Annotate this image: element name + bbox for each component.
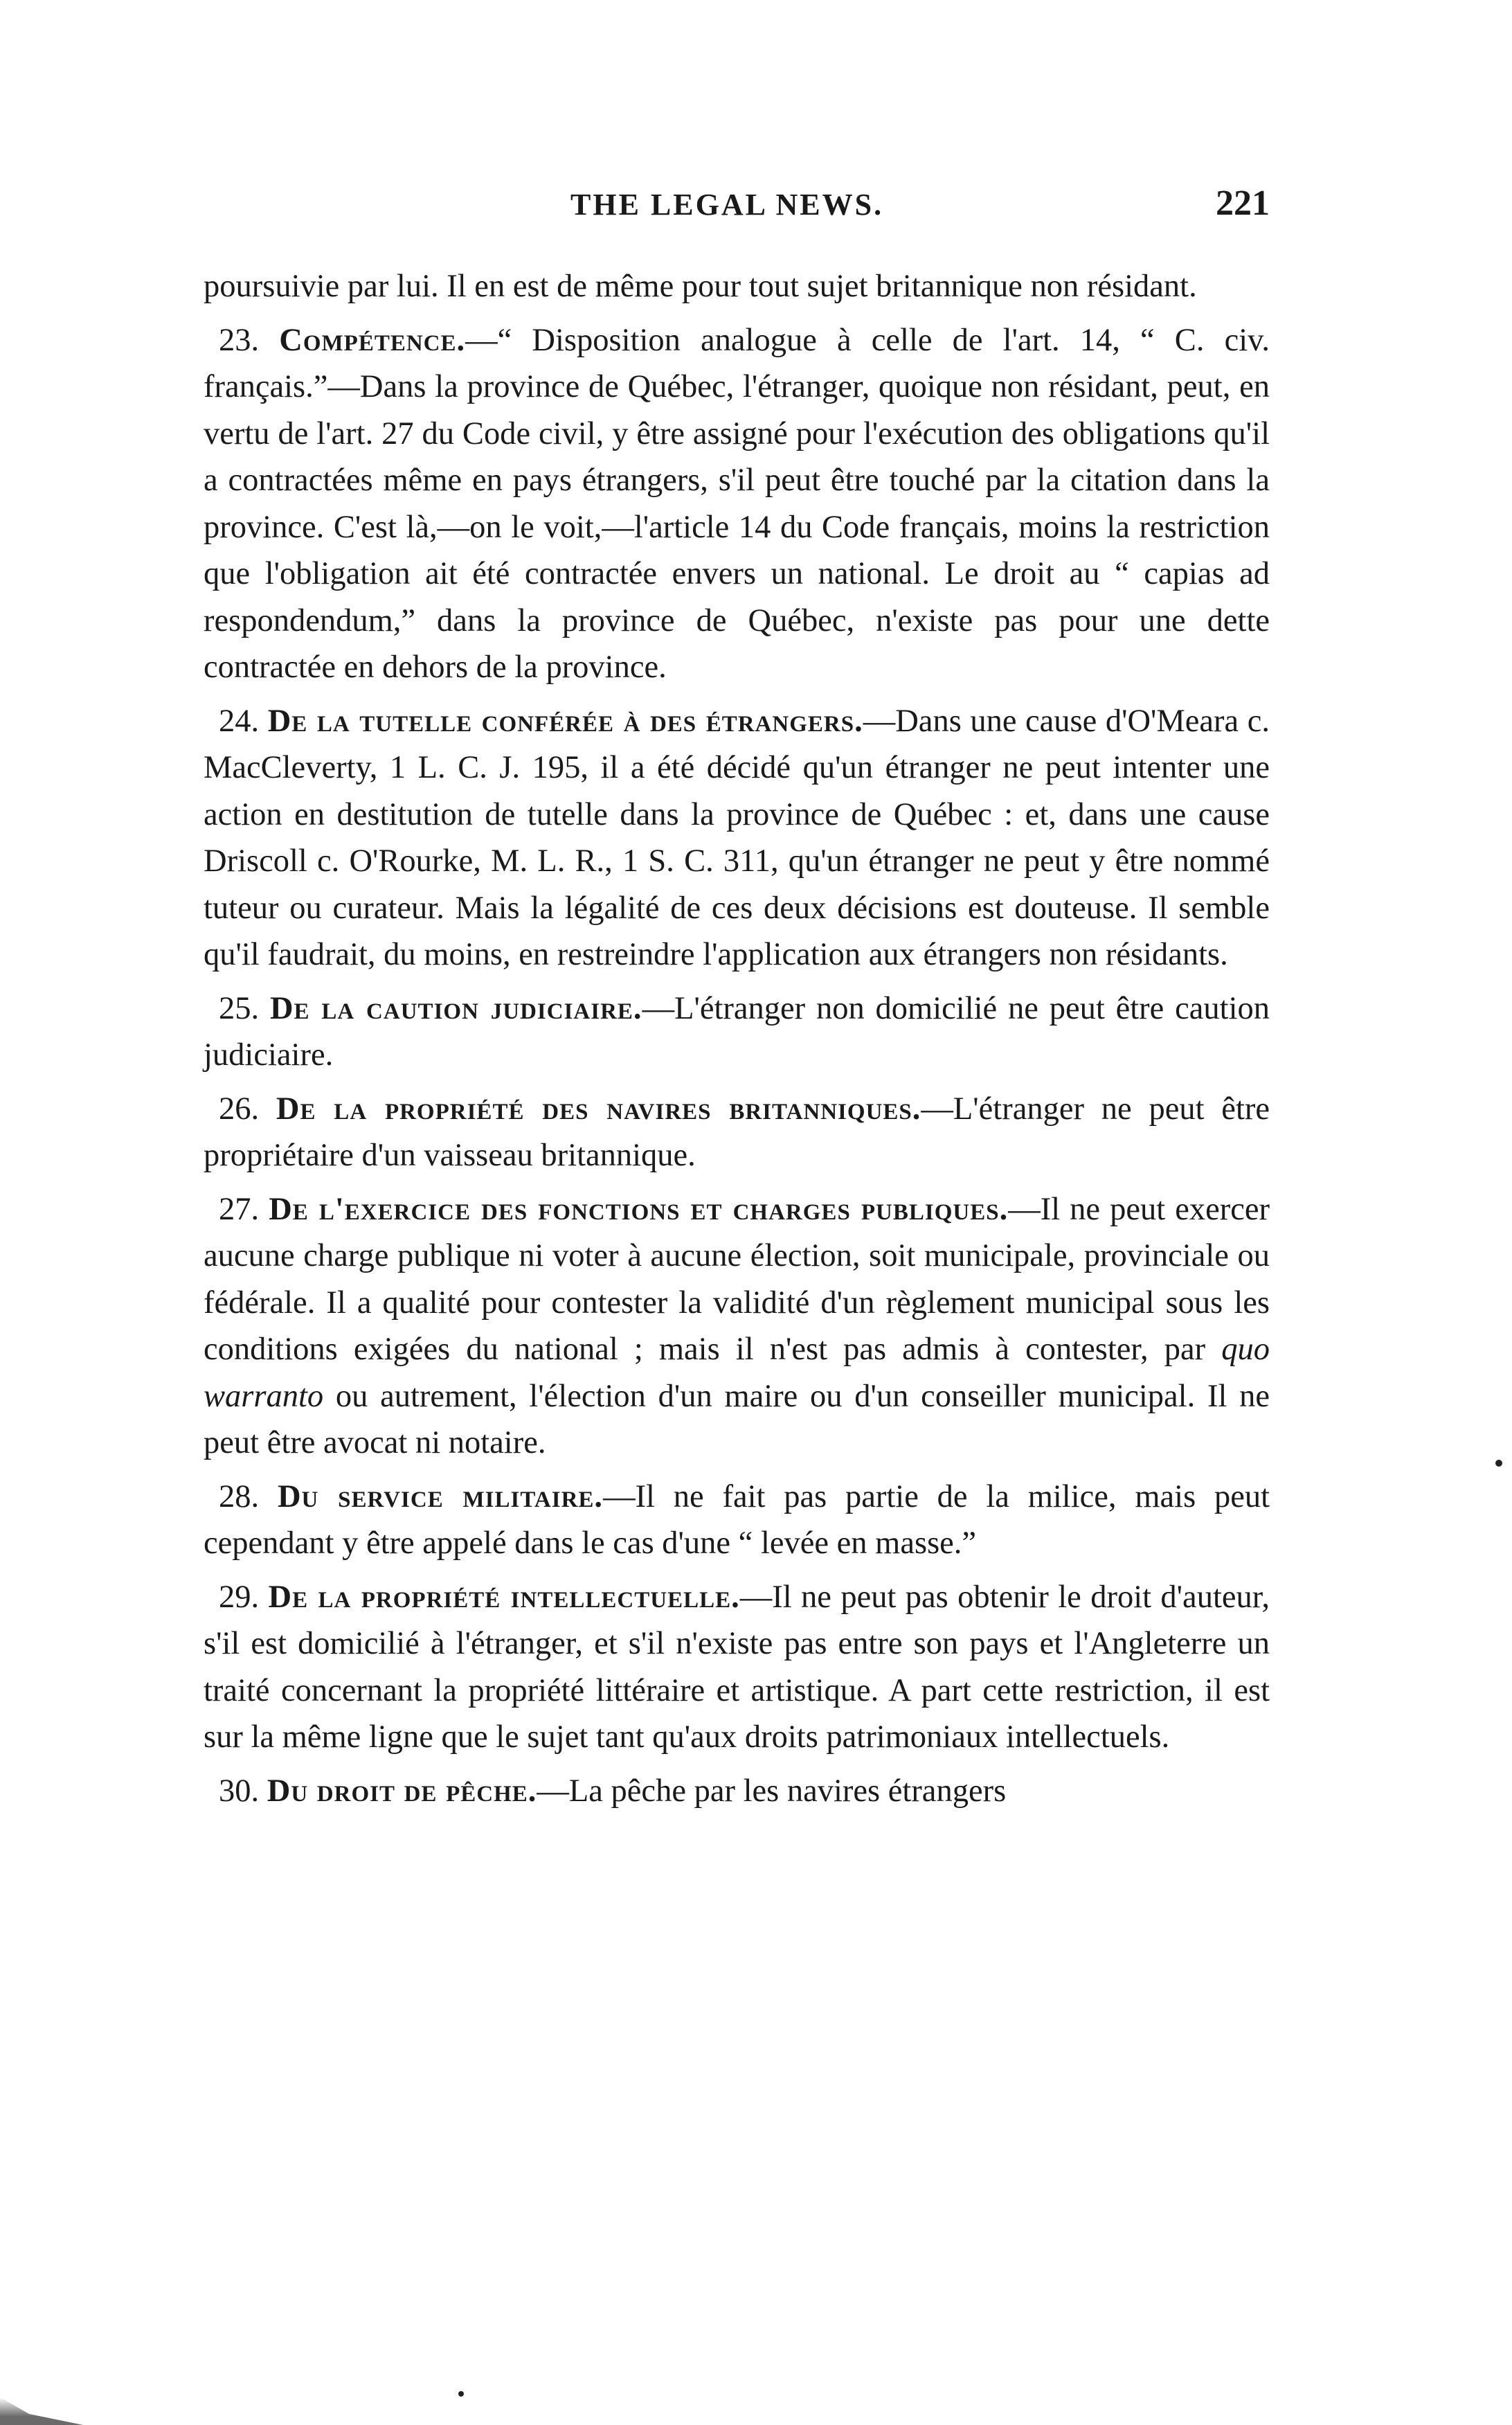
section-heading: Du droit de pêche. (267, 1773, 537, 1809)
paragraph-27 (204, 1186, 1270, 1467)
paragraph-30 (204, 1768, 1270, 1815)
ink-speck (458, 2391, 464, 2397)
paragraph-text: —Il ne peut exercer aucune charge publique ni voter à aucune élection, soit municipale, provinciale ou fédérale. Il a qualité pour contester la validité d'un règlement municipal sous les conditions exigées du national ; mais il n'est pas admis à contester, par (204, 1191, 1270, 1367)
paragraph-26 (204, 1086, 1270, 1179)
ink-speck (1495, 1460, 1502, 1467)
paragraph-text: —Il ne fait pas partie de la milice, mais peut cependant y être appelé dans le cas d'une “ levée en masse.” (204, 1478, 1270, 1561)
paragraph-text: —L'étranger non domicilié ne peut être caution judiciaire. (204, 990, 1270, 1073)
paragraph-number: 23. (219, 322, 260, 358)
section-heading: Compétence. (279, 322, 466, 358)
paragraph-text: —Dans une cause d'O'Meara c. MacCleverty, 1 L. C. J. 195, il a été décidé qu'un étranger ne peut intenter une action en destitution de tutelle dans la province de Québec : et, dans une cause Driscoll c. O'Rourke, M. L. R., 1 S. C. 311, qu'un étranger ne peut y être nommé tuteur ou curateur. Mais la légalité de ces deux décisions est douteuse. Il semble qu'il faudrait, du moins, en restreindre l'application aux étrangers non résidants. (204, 703, 1270, 972)
section-heading: De la propriété des navires britanniques. (276, 1091, 921, 1127)
page-number: 221 (1216, 184, 1270, 223)
section-heading: Du service militaire. (277, 1478, 604, 1514)
section-heading: De la tutelle conférée à des étrangers. (267, 703, 863, 739)
paragraph-number: 29. (219, 1579, 260, 1615)
paragraph-number: 30. (219, 1773, 260, 1809)
paragraph-text: —Il ne peut pas obtenir le droit d'auteur, s'il est domicilié à l'étranger, et s'il n'existe pas entre son pays et l'Angleterre un traité concernant la propriété littéraire et artistique. A part cette restriction, il est sur la même ligne que le sujet tant qu'aux droits patrimoniaux intellectuels. (204, 1579, 1270, 1755)
paragraph-29 (204, 1574, 1270, 1761)
paragraph-number: 26. (219, 1091, 260, 1127)
page-edge-mark (0, 2397, 83, 2425)
paragraph-number: 27. (219, 1191, 260, 1227)
paragraph-text: —La pêche par les navires étrangers (537, 1773, 1007, 1809)
paragraph-text: ou autrement, l'élection d'un maire ou d'un conseiller municipal. Il ne peut être avocat ni notaire. (204, 1378, 1270, 1460)
section-heading: De l'exercice des fonctions et charges publiques. (269, 1191, 1009, 1227)
paragraph-number: 25. (219, 990, 260, 1026)
paragraph-28 (204, 1474, 1270, 1567)
paragraph-text: —“ Disposition analogue à celle de l'art. 14, “ C. civ. français.”—Dans la province de Québec, l'étranger, quoique non résidant, peut, en vertu de l'art. 27 du Code civil, y être assigné pour l'exécution des obligations qu'il a contractées même en pays étrangers, s'il peut être touché par la citation dans la province. C'est là,—on le voit,—l'article 14 du Code français, moins la restriction que l'obligation ait été contractée envers un national. Le droit au “ capias ad respondendum,” dans la province de Québec, n'existe pas pour une dette contractée en dehors de la province. (204, 322, 1270, 685)
section-heading: De la caution judiciaire. (269, 990, 642, 1026)
paragraph-number: 24. (219, 703, 260, 739)
page-header (204, 184, 1270, 235)
paragraph-25 (204, 985, 1270, 1079)
paragraph-24 (204, 698, 1270, 978)
paragraph-continuation (204, 263, 1270, 310)
paragraph-23 (204, 317, 1270, 691)
paragraph-text: —L'étranger ne peut être propriétaire d'un vaisseau britannique. (204, 1091, 1270, 1173)
paragraph-text: poursuivie par lui. Il en est de même pour tout sujet britannique non résidant. (204, 269, 1197, 304)
italic-term: quo warranto (204, 1332, 1270, 1414)
body-text (204, 263, 1270, 1814)
running-title: THE LEGAL NEWS. (570, 188, 884, 222)
section-heading: De la propriété intellectuelle. (268, 1579, 740, 1615)
paragraph-number: 28. (219, 1478, 260, 1514)
